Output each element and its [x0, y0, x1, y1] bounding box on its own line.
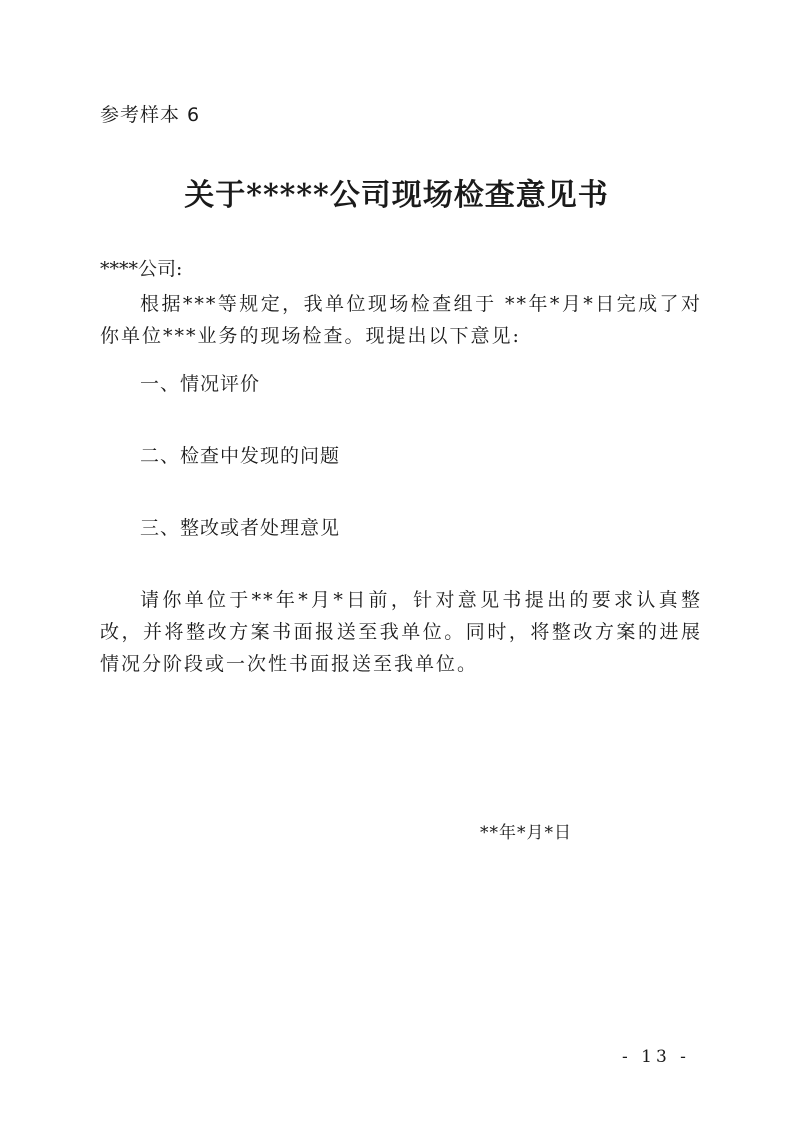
section-heading-problems: 二、检查中发现的问题 [140, 445, 341, 467]
section-heading-evaluation: 一、情况评价 [140, 373, 261, 395]
sample-label: 参考样本 6 [100, 104, 201, 126]
request-paragraph: 请你单位于**年*月*日前，针对意见书提出的要求认真整改，并将整改方案书面报送至我单位。同时，将整改方案的进展情况分阶段或一次性书面报送至我单位。 [100, 589, 702, 675]
recipient-line: ****公司: [100, 258, 183, 280]
signature-date: **年*月*日 [480, 823, 572, 843]
section-heading-rectification: 三、整改或者处理意见 [140, 517, 341, 539]
document-title: 关于*****公司现场检查意见书 [184, 178, 609, 213]
page-number: - 13 - [622, 1047, 690, 1067]
intro-paragraph: 根据***等规定，我单位现场检查组于 **年*月*日完成了对你单位***业务的现场检查。现提出以下意见: [100, 293, 702, 347]
